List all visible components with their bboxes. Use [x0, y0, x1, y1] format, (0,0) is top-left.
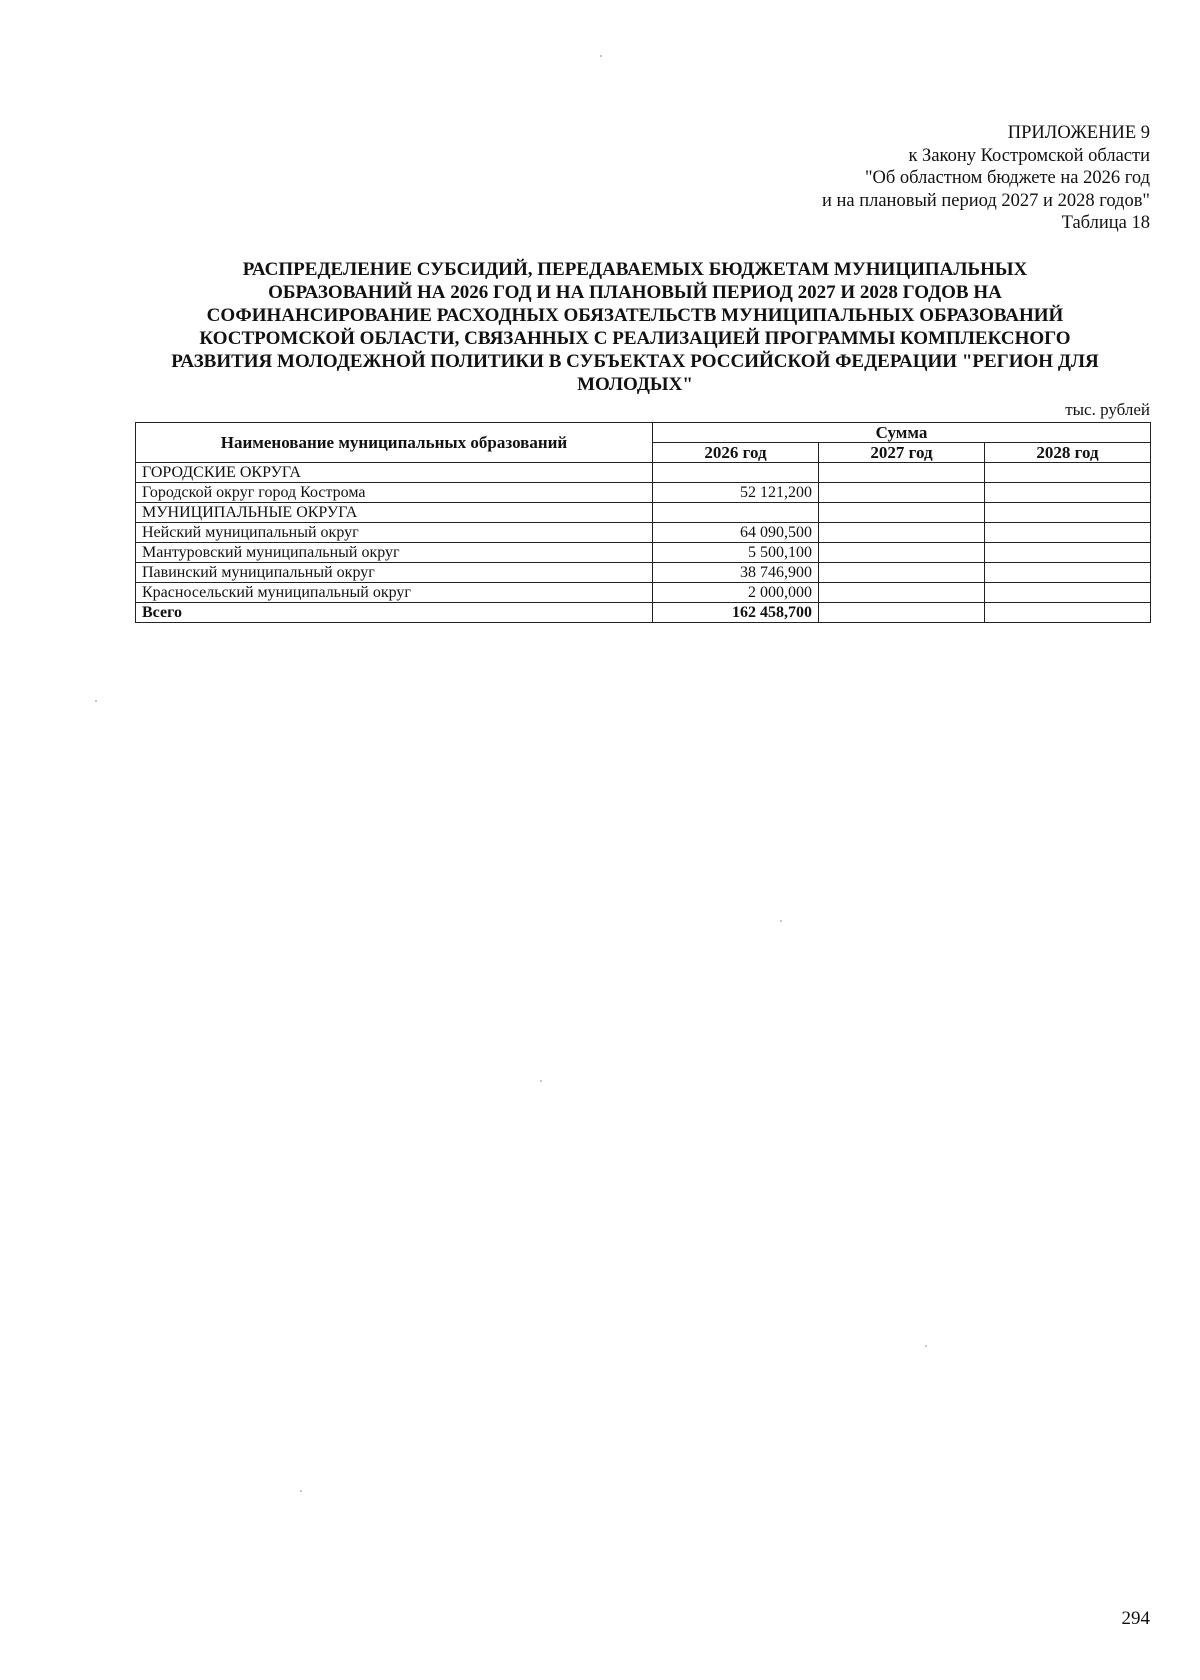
appendix-line: "Об областном бюджете на 2026 год — [864, 168, 1150, 188]
appendix-line: к Закону Костромской области — [908, 145, 1150, 166]
scan-speck — [925, 1345, 927, 1347]
table-row — [136, 583, 1151, 603]
table-number: Таблица 18 — [1061, 213, 1150, 233]
total-label: Всего — [136, 603, 653, 623]
value-2026 — [653, 463, 819, 483]
units-label: тыс. рублей — [1065, 400, 1150, 419]
value-2026 — [653, 503, 819, 523]
value-2026: 5 500,100 — [653, 543, 819, 563]
row-name: Нейский муниципальный округ — [136, 523, 653, 543]
value-2026: 52 121,200 — [653, 483, 819, 503]
value-2027 — [819, 463, 985, 483]
value-2028 — [985, 483, 1151, 503]
value-2027 — [819, 523, 985, 543]
value-2028 — [985, 523, 1151, 543]
scan-speck — [95, 700, 97, 702]
name-column-header: Наименование муниципальных образований — [136, 423, 653, 463]
value-2027 — [819, 563, 985, 583]
scan-speck — [540, 1080, 542, 1082]
year-header-2026: 2026 год — [653, 443, 819, 463]
value-2027 — [819, 543, 985, 563]
scan-speck — [300, 1490, 302, 1492]
value-2026: 38 746,900 — [653, 563, 819, 583]
page-number: 294 — [1121, 1608, 1150, 1629]
value-2027 — [819, 583, 985, 603]
table-row — [136, 463, 1151, 483]
document-title — [130, 258, 1140, 396]
scan-speck — [780, 920, 782, 922]
title-line: СОФИНАНСИРОВАНИЕ РАСХОДНЫХ ОБЯЗАТЕЛЬСТВ МУНИЦИПАЛЬНЫХ ОБРАЗОВАНИЙ — [206, 305, 1064, 326]
value-2028 — [985, 543, 1151, 563]
table-row — [136, 543, 1151, 563]
table-row — [136, 523, 1151, 543]
row-name: Павинский муниципальный округ — [136, 563, 653, 583]
title-line: ОБРАЗОВАНИЙ НА 2026 ГОД И НА ПЛАНОВЫЙ ПЕРИОД 2027 И 2028 ГОДОВ НА — [268, 282, 1002, 303]
year-header-2028: 2028 год — [985, 443, 1151, 463]
row-name: МУНИЦИПАЛЬНЫЕ ОКРУГА — [136, 503, 653, 523]
row-name: Городской округ город Кострома — [136, 483, 653, 503]
title-line: РАЗВИТИЯ МОЛОДЕЖНОЙ ПОЛИТИКИ В СУБЪЕКТАХ РОССИЙСКОЙ ФЕДЕРАЦИИ "РЕГИОН ДЛЯ — [171, 351, 1099, 372]
year-header-2027: 2027 год — [819, 443, 985, 463]
total-value-2026: 162 458,700 — [653, 603, 819, 623]
value-2026: 2 000,000 — [653, 583, 819, 603]
value-2028 — [985, 463, 1151, 483]
appendix-line: и на плановый период 2027 и 2028 годов" — [821, 190, 1150, 211]
row-name: Красносельский муниципальный округ — [136, 583, 653, 603]
value-2028 — [985, 583, 1151, 603]
value-2027 — [819, 483, 985, 503]
value-2028 — [985, 563, 1151, 583]
row-name: Мантуровский муниципальный округ — [136, 543, 653, 563]
title-line: КОСТРОМСКОЙ ОБЛАСТИ, СВЯЗАННЫХ С РЕАЛИЗАЦИЕЙ ПРОГРАММЫ КОМПЛЕКСНОГО — [199, 328, 1071, 349]
value-2026: 64 090,500 — [653, 523, 819, 543]
subsidy-table — [135, 422, 1151, 623]
total-value-2028 — [985, 603, 1151, 623]
sum-column-header: Сумма — [653, 423, 1151, 443]
table-row — [136, 503, 1151, 523]
total-value-2027 — [819, 603, 985, 623]
table-row — [136, 563, 1151, 583]
total-row — [136, 603, 1151, 623]
table-header-row — [136, 423, 1151, 443]
appendix-header — [650, 122, 1150, 235]
value-2027 — [819, 503, 985, 523]
title-line: МОЛОДЫХ" — [577, 374, 693, 395]
title-line: РАСПРЕДЕЛЕНИЕ СУБСИДИЙ, ПЕРЕДАВАЕМЫХ БЮДЖЕТАМ МУНИЦИПАЛЬНЫХ — [242, 259, 1028, 280]
row-name: ГОРОДСКИЕ ОКРУГА — [136, 463, 653, 483]
scan-speck — [600, 55, 602, 57]
appendix-line: ПРИЛОЖЕНИЕ 9 — [1007, 123, 1150, 143]
table-row — [136, 483, 1151, 503]
value-2028 — [985, 503, 1151, 523]
